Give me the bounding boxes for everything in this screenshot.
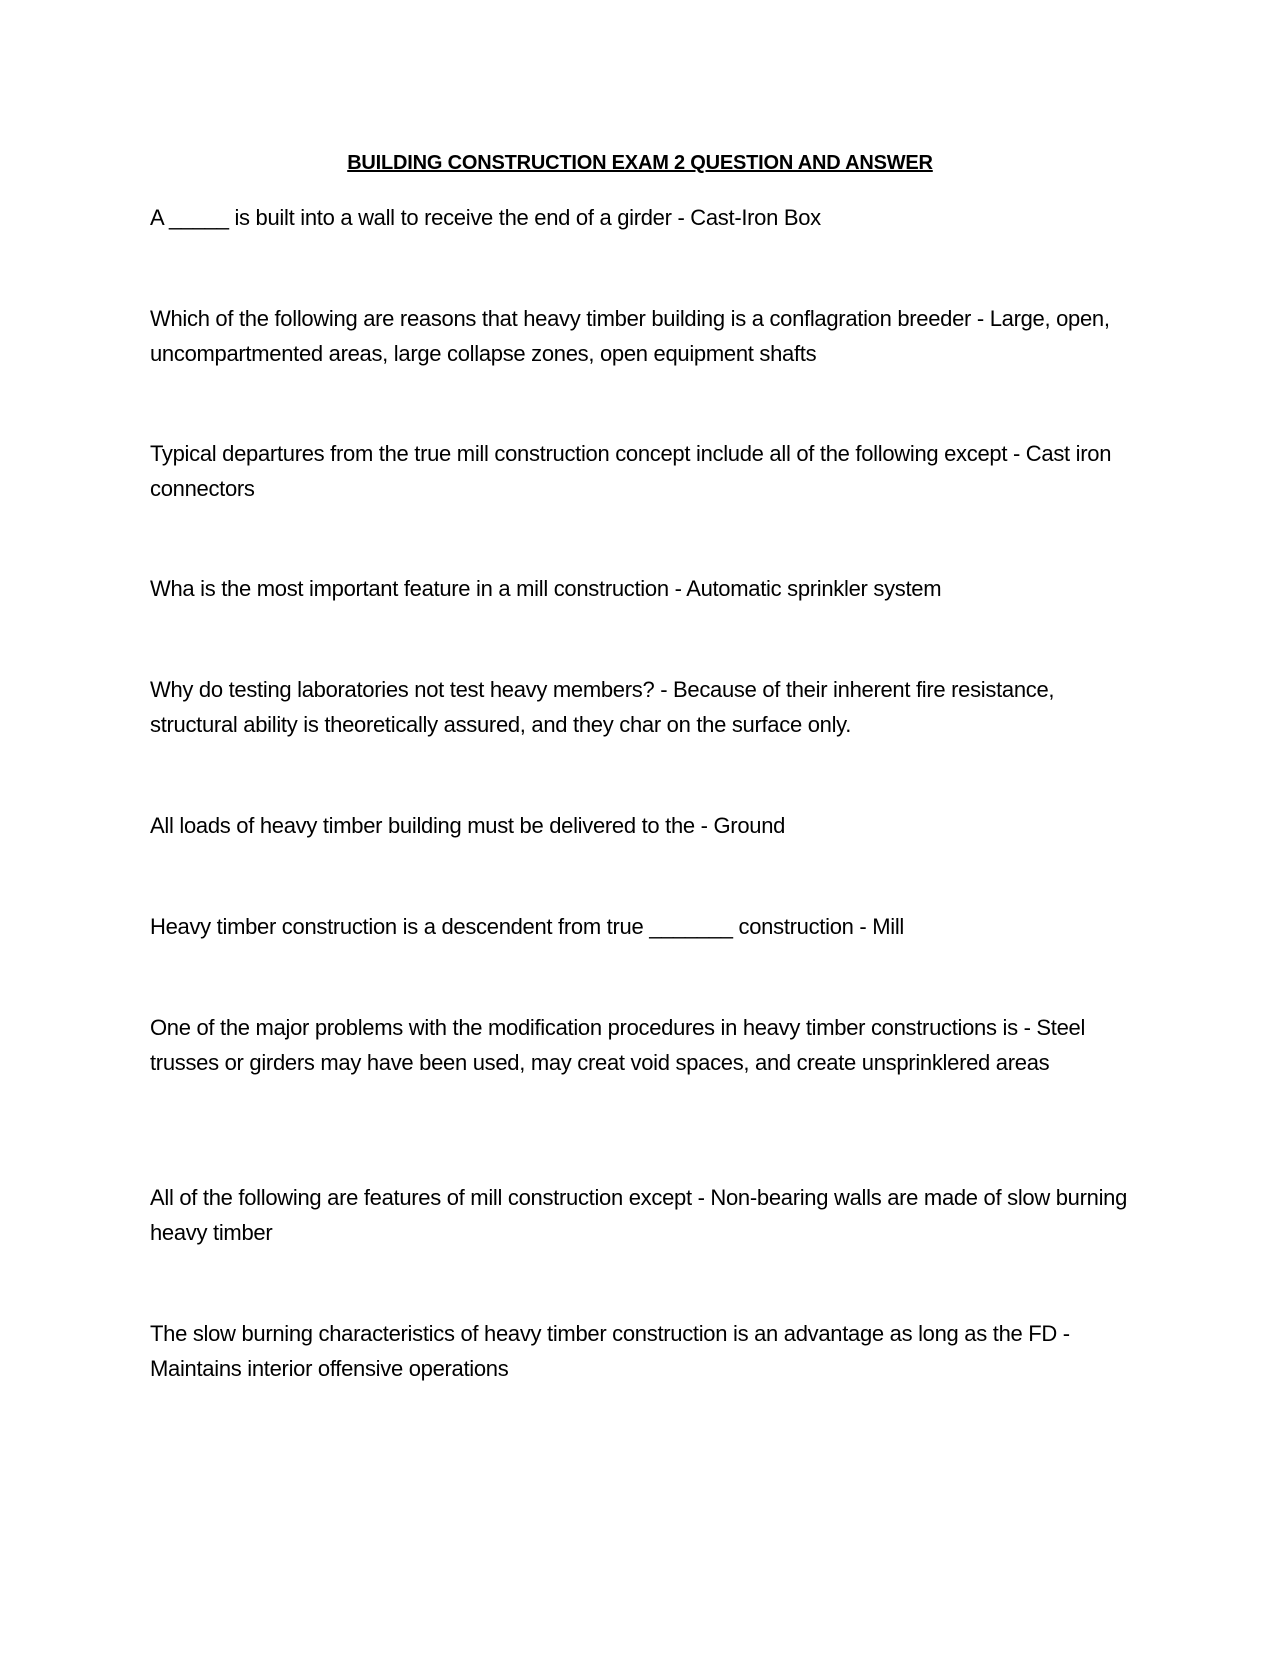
qa-item-4: Wha is the most important feature in a mill construction - Automatic sprinkler system bbox=[150, 576, 942, 601]
document-title: BUILDING CONSTRUCTION EXAM 2 QUESTION AND ANSWER bbox=[347, 152, 933, 174]
qa-item-3: Typical departures from the true mill construction concept include all of the following except - Cast iron connectors bbox=[150, 441, 1112, 501]
qa-item-5: Why do testing laboratories not test heavy members? - Because of their inherent fire resistance, structural ability is theoretically assured, and they char on the surface only. bbox=[150, 677, 1055, 737]
qa-item-2: Which of the following are reasons that heavy timber building is a conflagration breeder - Large, open, uncompartmented areas, large collapse zones, open equipment shafts bbox=[150, 306, 1110, 366]
qa-item-8: One of the major problems with the modification procedures in heavy timber constructions is - Steel trusses or girders may have been used, may creat void spaces, and create unsprinklered areas bbox=[150, 1015, 1086, 1075]
qa-item-9: All of the following are features of mill construction except - Non-bearing walls are made of slow burning heavy timber bbox=[150, 1185, 1128, 1245]
qa-item-6: All loads of heavy timber building must be delivered to the - Ground bbox=[150, 813, 786, 838]
qa-item-1: A _____ is built into a wall to receive the end of a girder - Cast-Iron Box bbox=[150, 205, 821, 230]
qa-item-7: Heavy timber construction is a descendent from true _______ construction - Mill bbox=[150, 914, 905, 939]
qa-item-10: The slow burning characteristics of heavy timber construction is an advantage as long as the FD - Maintains interior offensive operations bbox=[150, 1321, 1070, 1381]
